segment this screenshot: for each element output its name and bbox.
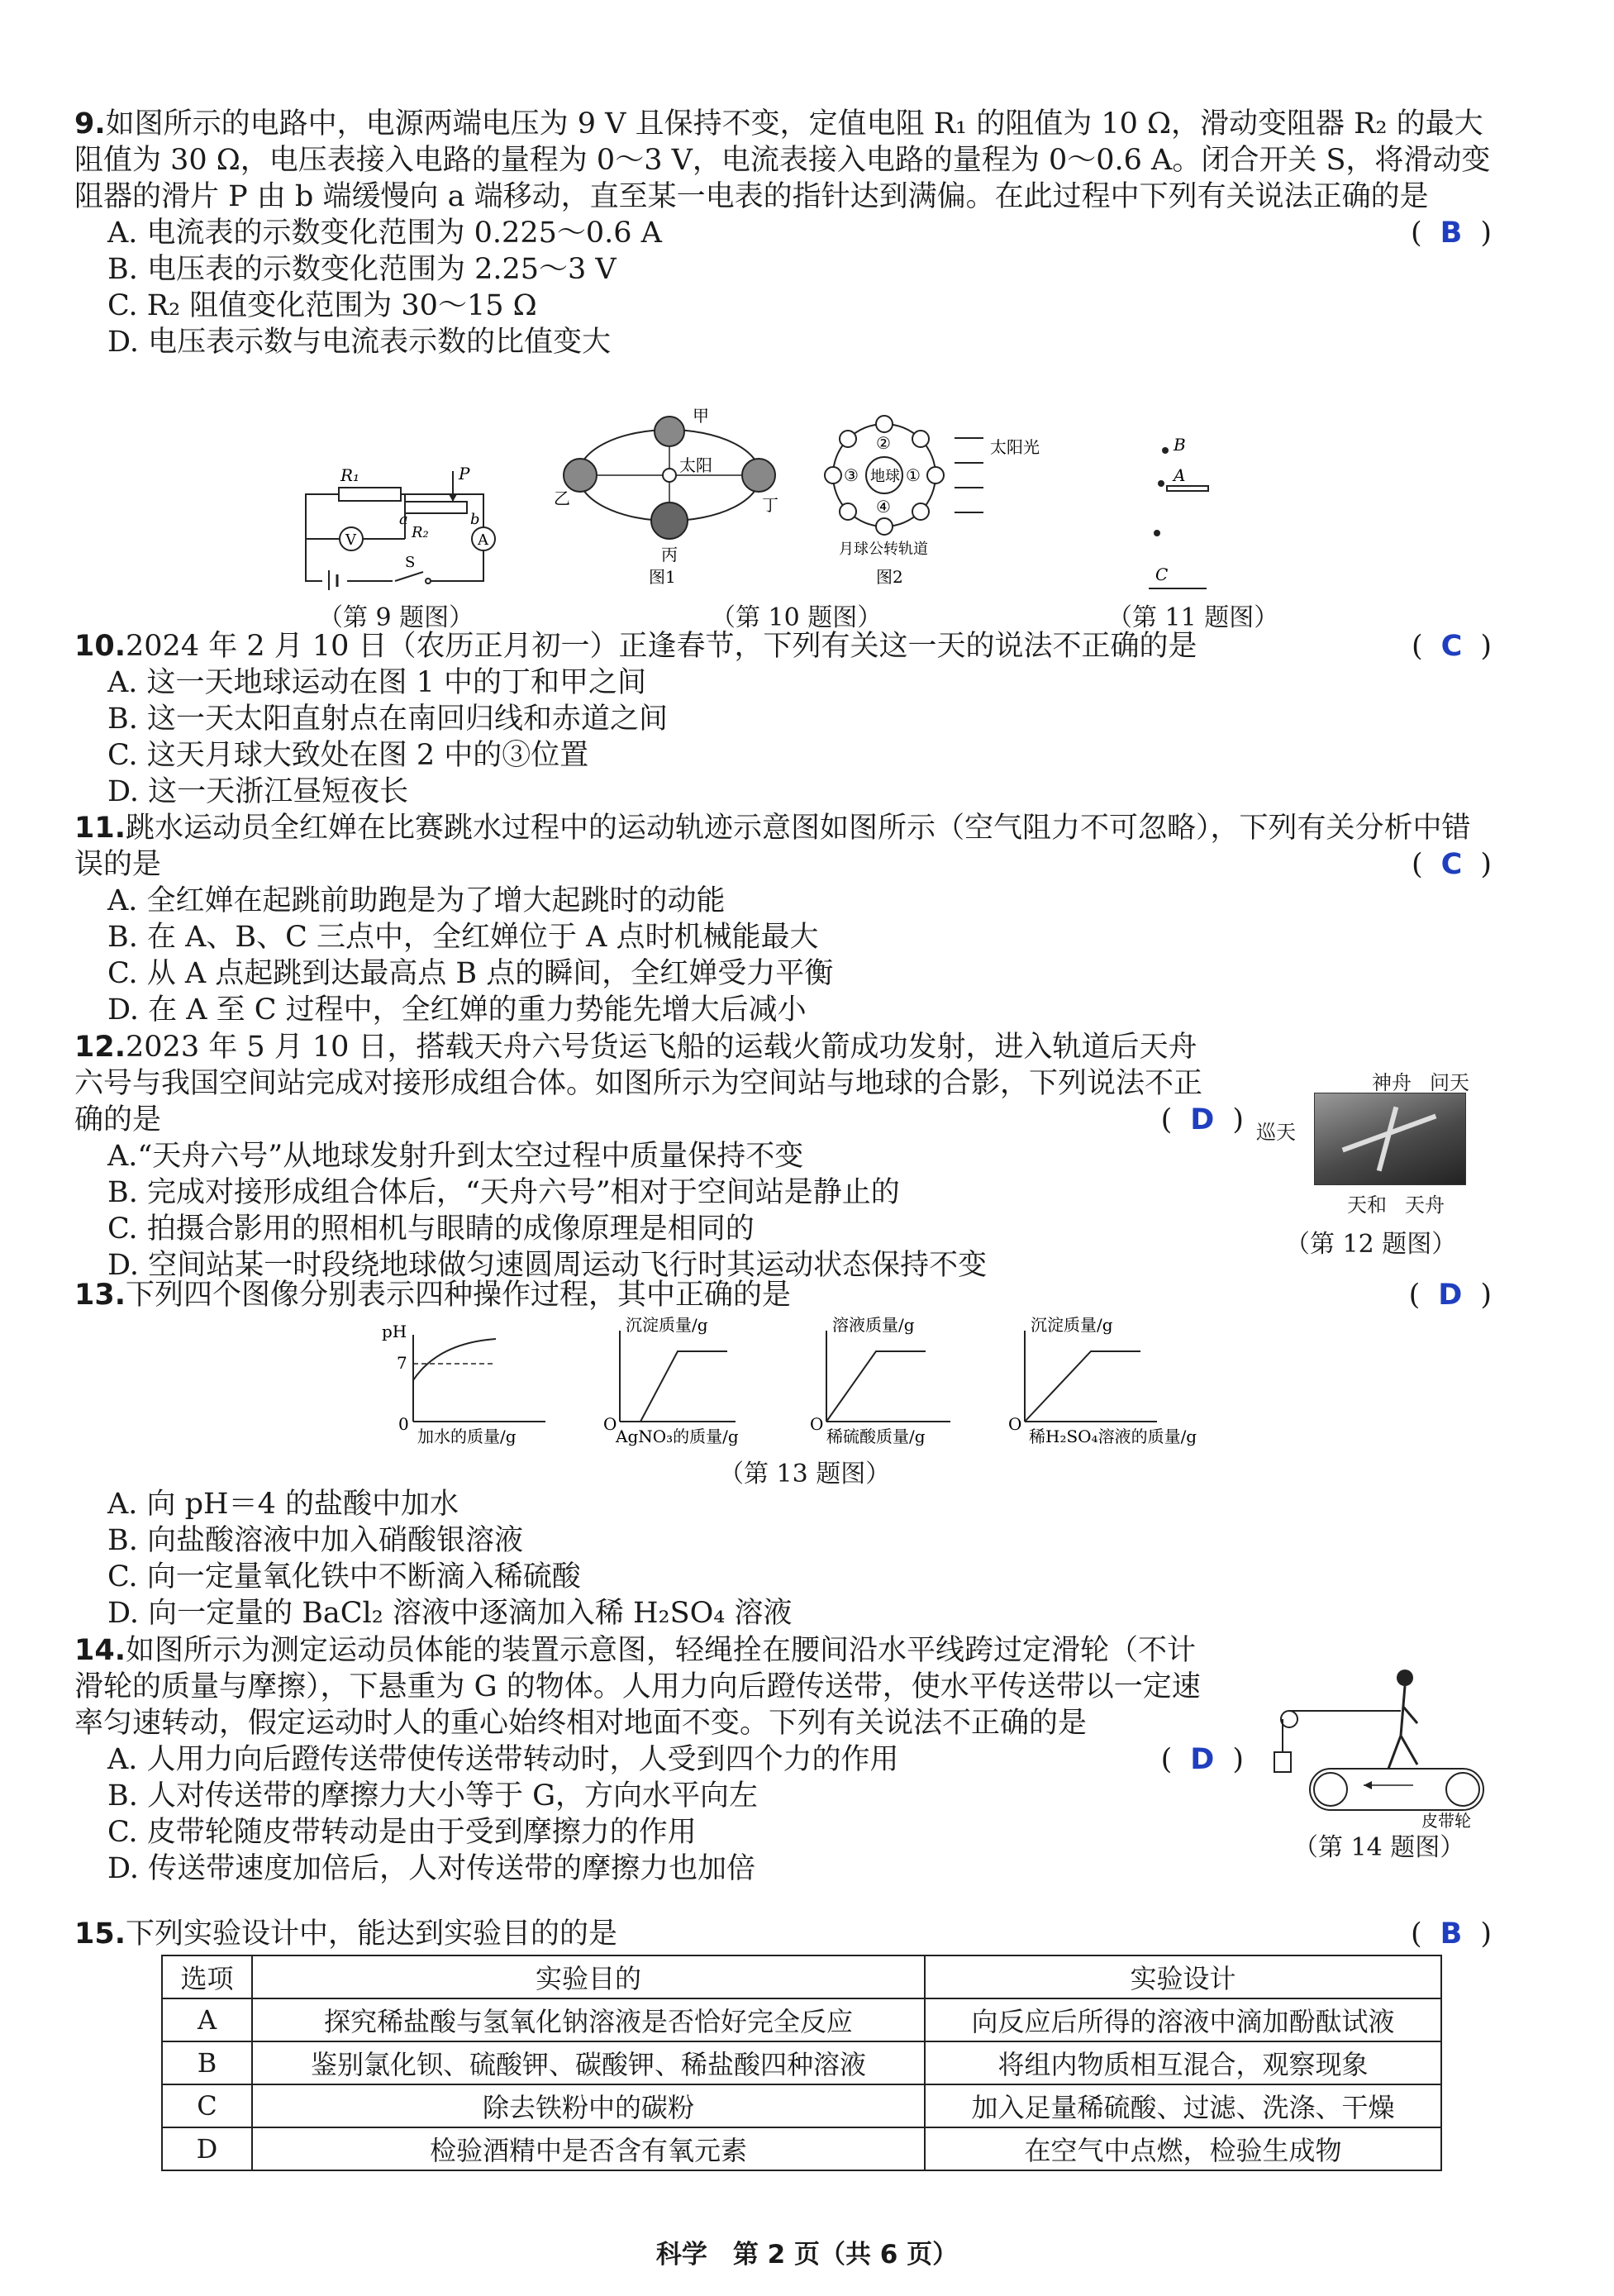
treadmill-diagram (1264, 1661, 1496, 1831)
graph-3-ylabel: 溶液质量/g (832, 1315, 915, 1335)
space-station-photo (1256, 1066, 1479, 1215)
question-number: 13. (74, 1279, 126, 1312)
tianhe-label: 天和 (1347, 1193, 1387, 1217)
figure-10-caption: （第 10 题图） (711, 603, 883, 632)
graph-ph (382, 1322, 545, 1446)
graph-solution (810, 1315, 950, 1446)
graph-2-origin: O (603, 1414, 617, 1434)
question-stem: 9.如图所示的电路中，电源两端电压为 9 V 且保持不变，定值电阻 R₁ 的阻值为 10 Ω，滑动变阻器 R₂ 的最大阻值为 30 Ω，电压表接入电路的量程为 0～3 V，电流表接入电路的量程为 0～0.6 A。闭合开关 S，将滑动变阻器的滑片 P 由 b 端缓慢向 a 端移动，直至某一电表的指针达到满偏。在此过程中下列有关说法正确的是 (74, 107, 1491, 213)
figure-2-label: 图2 (876, 567, 903, 587)
option-a: A. 全红婵在起跳前助跑是为了增大起跳时的动能 (107, 884, 726, 917)
header-design: 实验设计 (925, 1955, 1441, 1998)
table-row (162, 1998, 1441, 2041)
row-design: 加入足量稀硫酸、过滤、洗涤、干燥 (925, 2084, 1441, 2127)
answer-letter: B (1440, 1917, 1463, 1951)
option-c: C. 向一定量氧化铁中不断滴入稀硫酸 (107, 1560, 581, 1593)
row-purpose: 检验酒精中是否含有氧元素 (252, 2127, 925, 2170)
option-b: B. 完成对接形成组合体后，“天舟六号”相对于空间站是静止的 (107, 1176, 900, 1209)
option-d: D. 电压表示数与电流表示数的比值变大 (107, 326, 612, 359)
question-number: 12. (74, 1031, 126, 1064)
tianzhou-label: 天舟 (1405, 1193, 1445, 1217)
answer-letter: D (1190, 1103, 1215, 1136)
r2-label: R₂ (412, 524, 429, 541)
moon-orbit-label: 月球公转轨道 (839, 541, 928, 558)
question-stem: 13.下列四个图像分别表示四种操作过程，其中正确的是 (74, 1279, 792, 1312)
table-header-row (162, 1955, 1441, 1998)
answer-letter: C (1440, 630, 1463, 663)
answer-box: ( B ) (1411, 1917, 1492, 1951)
option-b: B. 向盐酸溶液中加入硝酸银溶液 (107, 1524, 523, 1557)
figure-13-caption: （第 13 题图） (719, 1460, 891, 1489)
xuntian-label: 巡天 (1256, 1121, 1296, 1144)
option-b: B. 在 A、B、C 三点中，全红婵位于 A 点时机械能最大 (107, 921, 819, 954)
question-number: 11. (74, 812, 126, 845)
answer-box: ( D ) (1160, 1103, 1244, 1136)
option-a: A.“天舟六号”从地球发射升到太空过程中质量保持不变 (107, 1140, 804, 1173)
question-number: 15. (74, 1917, 126, 1951)
option-b: B. 这一天太阳直射点在南回归线和赤道之间 (107, 703, 668, 736)
position-yi-label: 乙 (554, 488, 570, 508)
sunlight-label: 太阳光 (990, 437, 1040, 457)
figure-9-caption: （第 9 题图） (318, 603, 474, 632)
graph-2-xlabel: AgNO₃的质量/g (616, 1427, 739, 1446)
figure-11-caption: （第 11 题图） (1107, 603, 1279, 632)
graph-4-ylabel: 沉淀质量/g (1031, 1315, 1113, 1335)
position-jia-label: 甲 (693, 406, 709, 426)
question-stem: 10.2024 年 2 月 10 日（农历正月初一）正逢春节，下列有关这一天的说法不正确的是 (74, 630, 1197, 663)
row-design: 在空气中点燃，检验生成物 (925, 2127, 1441, 2170)
row-purpose: 探究稀盐酸与氢氧化钠溶液是否恰好完全反应 (252, 1998, 925, 2041)
option-c: C. 拍摄合影用的照相机与眼睛的成像原理是相同的 (107, 1212, 755, 1246)
graph-4-origin: O (1008, 1414, 1022, 1434)
earth-orbit-diagram (554, 397, 1040, 595)
point-b-label: B (1174, 435, 1186, 455)
sun-label: 太阳 (679, 455, 712, 475)
answer-box: ( B ) (1411, 217, 1492, 250)
option-a: A. 电流表的示数变化范围为 0.225～0.6 A (107, 217, 662, 250)
option-d: D. 向一定量的 BaCl₂ 溶液中逐滴加入稀 H₂SO₄ 溶液 (107, 1597, 793, 1630)
graph-1-tick: 7 (397, 1353, 407, 1373)
question-10 (74, 628, 1492, 810)
answer-letter: D (1190, 1743, 1215, 1776)
belt-wheel-label: 皮带轮 (1421, 1811, 1471, 1831)
figure-14-caption: （第 14 题图） (1293, 1833, 1465, 1862)
voltmeter-label: V (345, 531, 356, 549)
graph-2-ylabel: 沉淀质量/g (626, 1315, 708, 1335)
question-13 (74, 1277, 1492, 1313)
question-stem: 11.跳水运动员全红婵在比赛跳水过程中的运动轨迹示意图如图所示（空气阻力不可忽略），下列有关分析中错误的是 (74, 812, 1471, 881)
option-a: A. 这一天地球运动在图 1 中的丁和甲之间 (107, 666, 647, 699)
moon-position-4: ④ (876, 497, 891, 517)
answer-box: ( C ) (1412, 630, 1492, 663)
table-row (162, 2127, 1441, 2170)
table-row (162, 2084, 1441, 2127)
header-option: 选项 (162, 1955, 252, 1998)
option-c: C. 从 A 点起跳到达最高点 B 点的瞬间，全红婵受力平衡 (107, 957, 834, 990)
end-b-label: b (470, 511, 480, 528)
point-c-label: C (1155, 564, 1169, 584)
graph-4-xlabel: 稀H₂SO₄溶液的质量/g (1029, 1427, 1197, 1446)
point-a-label: A (1174, 465, 1186, 485)
question-13-options (74, 1486, 1492, 1631)
row-design: 将组内物质相互混合，观察现象 (925, 2041, 1441, 2084)
slider-p-label: P (459, 464, 470, 483)
answer-letter: D (1438, 1279, 1463, 1312)
photo-image (1314, 1093, 1466, 1185)
page-footer: 科学 第 2 页（共 6 页） (655, 2240, 959, 2270)
option-d: D. 这一天浙江昼短夜长 (107, 775, 409, 808)
moon-position-2: ② (876, 433, 891, 453)
option-d: D. 空间站某一时段绕地球做匀速圆周运动飞行时其运动状态保持不变 (107, 1249, 988, 1282)
shenzhou-label: 神舟 (1372, 1071, 1412, 1094)
answer-box: ( D ) (1408, 1279, 1492, 1312)
end-a-label: a (399, 511, 408, 528)
option-a: A. 人用力向后蹬传送带使传送带转动时，人受到四个力的作用 (107, 1743, 899, 1776)
option-c: C. 皮带轮随皮带转动是由于受到摩擦力的作用 (107, 1816, 697, 1849)
option-c: C. R₂ 阻值变化范围为 30～15 Ω (107, 289, 537, 322)
row-option: D (162, 2127, 252, 2170)
circuit-diagram (289, 455, 496, 587)
question-9 (74, 106, 1492, 360)
position-ding-label: 丁 (762, 495, 778, 515)
table-row (162, 2041, 1441, 2084)
question-11 (74, 810, 1492, 1028)
question-stem: 12.2023 年 5 月 10 日，搭载天舟六号货运飞船的运载火箭成功发射，进入轨道后天舟六号与我国空间站完成对接形成组合体。如图所示为空间站与地球的合影，下列说法不正确的是 (74, 1031, 1203, 1136)
question-number: 14. (74, 1634, 126, 1667)
row-option: C (162, 2084, 252, 2127)
option-a: A. 向 pH＝4 的盐酸中加水 (107, 1488, 459, 1521)
moon-position-3: ③ (844, 465, 859, 485)
r1-label: R₁ (340, 465, 360, 485)
question-stem: 14.如图所示为测定运动员体能的装置示意图，轻绳拴在腰间沿水平线跨过定滑轮（不计滑轮的质量与摩擦），下悬重为 G 的物体。人用力向后蹬传送带，使水平传送带以一定速率匀速转动，假定运动时人的重心始终相对地面不变。下列有关说法不正确的是 (74, 1634, 1201, 1740)
option-d: D. 在 A 至 C 过程中，全红婵的重力势能先增大后减小 (107, 993, 807, 1027)
row-option: A (162, 1998, 252, 2041)
ammeter-label: A (478, 531, 488, 549)
question-15 (74, 1916, 1492, 1952)
answer-letter: C (1440, 848, 1463, 881)
moon-position-1: ① (906, 465, 921, 485)
switch-label: S (405, 554, 416, 571)
figure-12-caption: （第 12 题图） (1285, 1230, 1457, 1259)
figure-1-label: 图1 (649, 567, 676, 587)
wentian-label: 问天 (1430, 1071, 1469, 1094)
graph-h2so4 (1008, 1315, 1197, 1446)
graph-1-ylabel: pH (382, 1322, 407, 1341)
answer-box: ( D ) (1160, 1743, 1244, 1776)
row-purpose: 除去铁粉中的碳粉 (252, 2084, 925, 2127)
diving-trajectory-diagram (1140, 430, 1240, 595)
position-bing-label: 丙 (661, 545, 678, 564)
row-option: B (162, 2041, 252, 2084)
option-c: C. 这天月球大致处在图 2 中的③位置 (107, 739, 589, 772)
earth-label: 地球 (870, 468, 900, 485)
four-graphs (380, 1314, 1223, 1455)
option-d: D. 传送带速度加倍后，人对传送带的摩擦力也加倍 (107, 1852, 756, 1885)
question-stem: 15.下列实验设计中，能达到实验目的的是 (74, 1917, 618, 1951)
graph-1-origin: 0 (398, 1414, 409, 1434)
graph-1-xlabel: 加水的质量/g (417, 1427, 517, 1446)
question-number: 10. (74, 630, 126, 663)
option-b: B. 电压表的示数变化范围为 2.25～3 V (107, 253, 617, 286)
row-purpose: 鉴别氯化钡、硫酸钾、碳酸钾、稀盐酸四种溶液 (252, 2041, 925, 2084)
graph-agno3 (603, 1315, 739, 1446)
answer-letter: B (1440, 217, 1463, 250)
graph-3-origin: O (810, 1414, 824, 1434)
graph-3-xlabel: 稀硫酸质量/g (826, 1427, 926, 1446)
header-purpose: 实验目的 (252, 1955, 925, 1998)
answer-box: ( C ) (1412, 848, 1492, 881)
experiment-table (161, 1955, 1442, 2171)
option-b: B. 人对传送带的摩擦力大小等于 G，方向水平向左 (107, 1779, 759, 1813)
question-number: 9. (74, 107, 106, 141)
row-design: 向反应后所得的溶液中滴加酚酞试液 (925, 1998, 1441, 2041)
